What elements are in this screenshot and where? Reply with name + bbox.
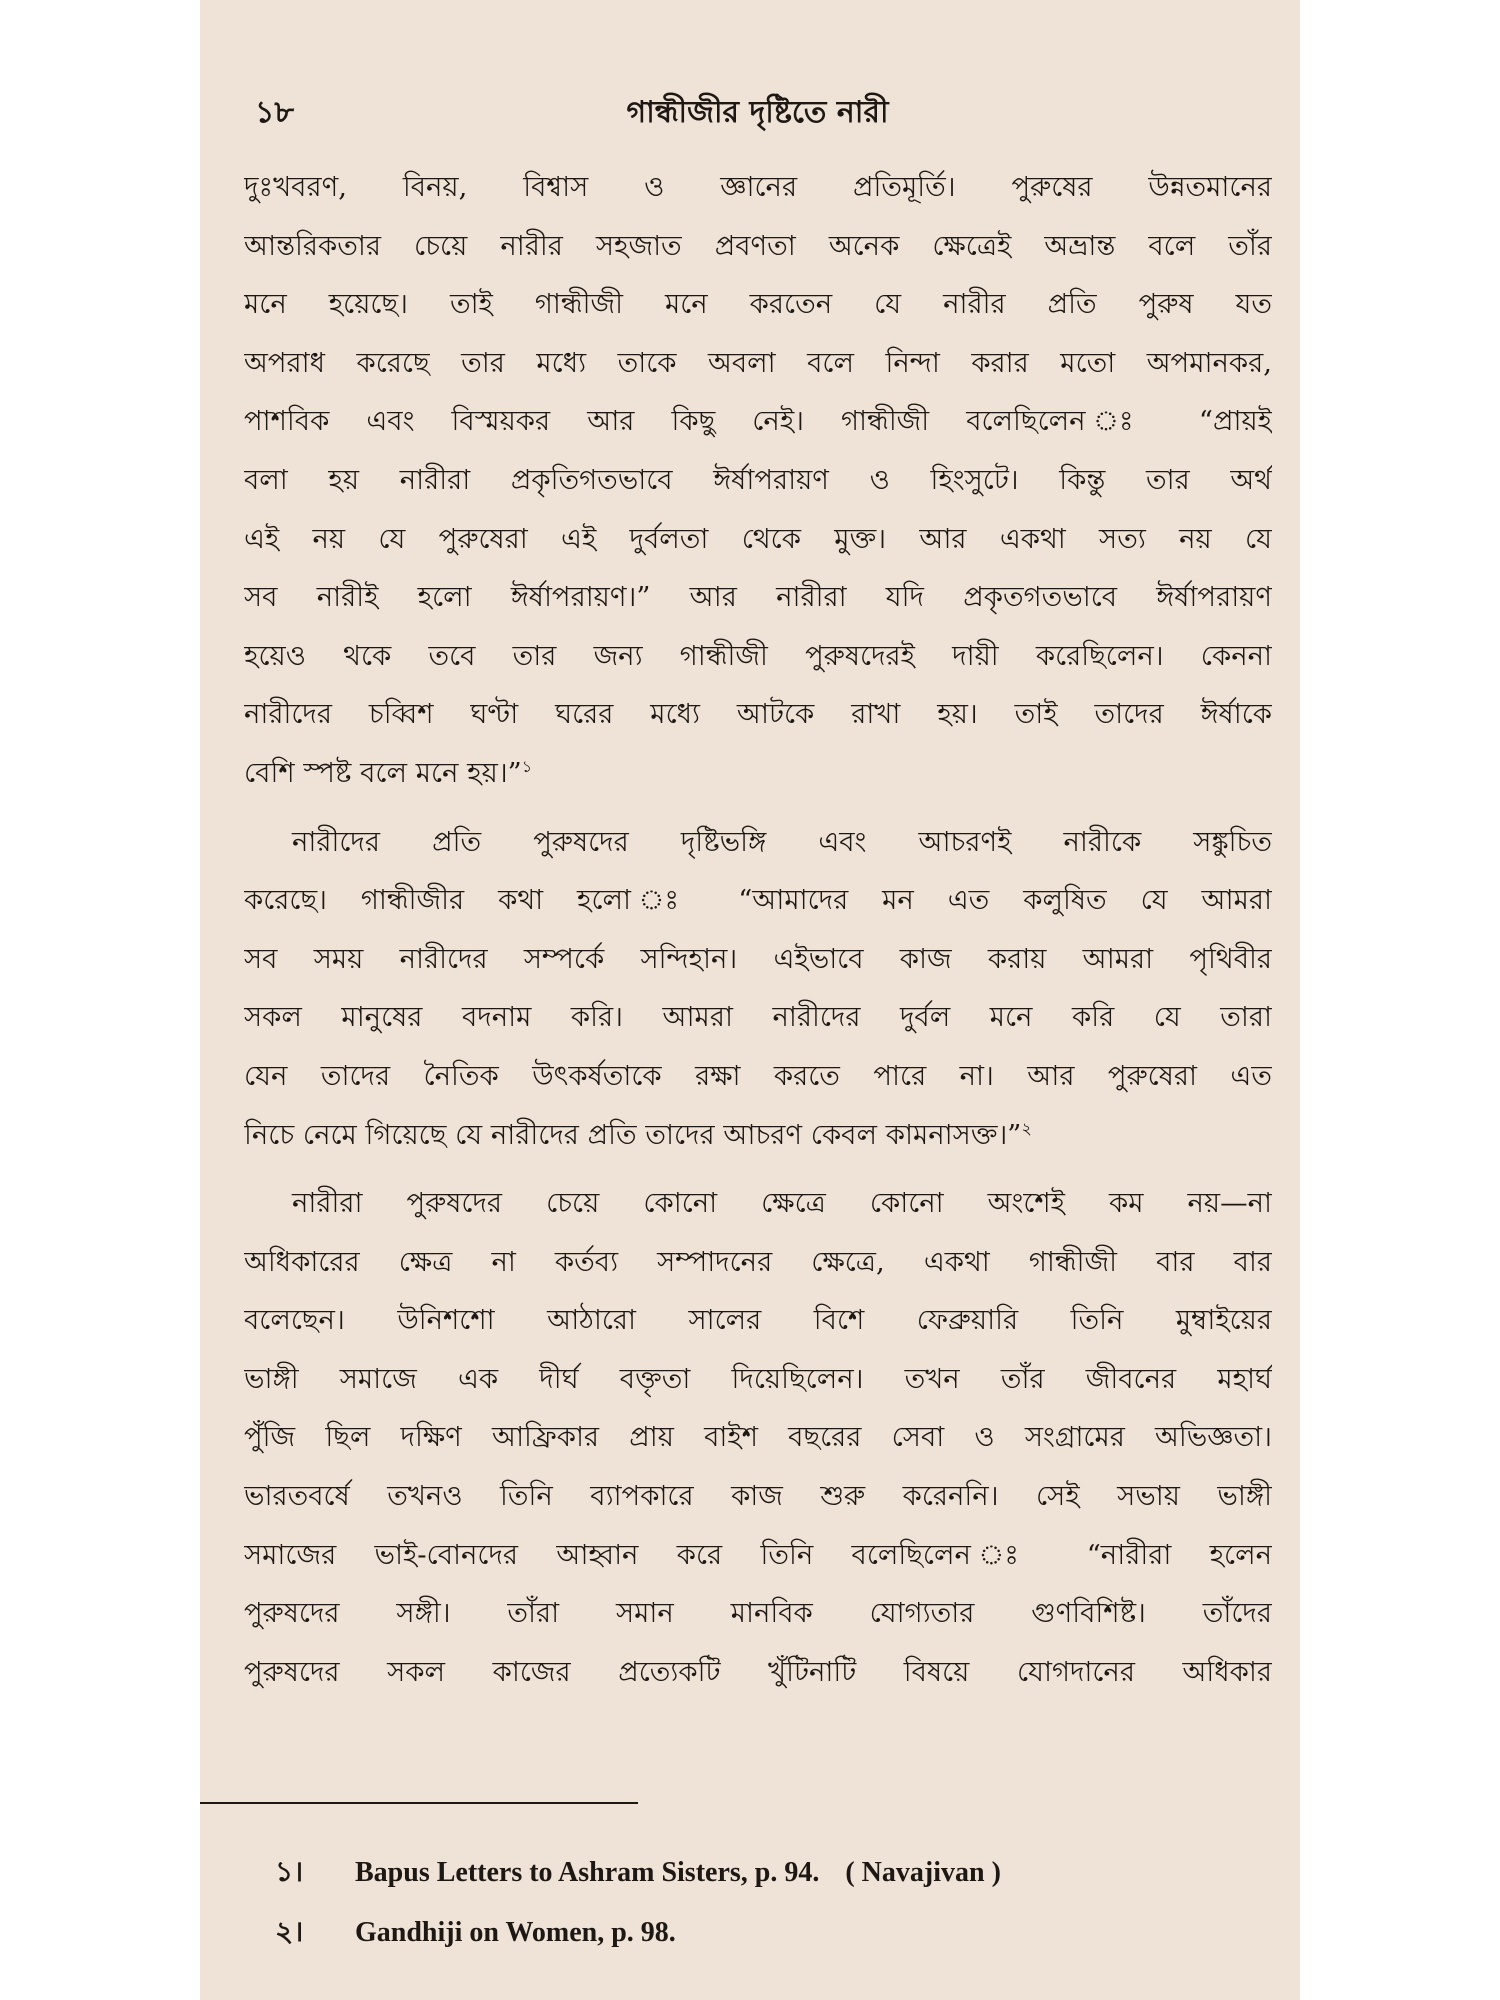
- body-text: [244, 158, 1272, 1701]
- text-line: অপরাধ করেছে তার মধ্যে তাকে অবলা বলে নিন্দা করার মতো অপমানকর,: [244, 346, 1272, 379]
- text-line: ভারতবর্ষে তখনও তিনি ব্যাপকারে কাজ শুরু করেননি। সেই সভায় ভাঙ্গী: [244, 1480, 1272, 1513]
- footnote-1: [275, 1848, 1001, 1908]
- text-line-content: নিচে নেমে গিয়েছে যে নারীদের প্রতি তাদের আচরণ কেবল কামনাসক্ত।”: [244, 1118, 1022, 1151]
- footnote-text: Gandhiji on Women, p. 98.: [355, 1917, 676, 1948]
- text-line: ভাঙ্গী সমাজে এক দীর্ঘ বক্তৃতা দিয়েছিলেন। তখন তাঁর জীবনের মহার্ঘ: [244, 1362, 1272, 1395]
- text-line: সব নারীই হলো ঈর্ষাপরায়ণ।” আর নারীরা যদি প্রকৃতগতভাবে ঈর্ষাপরায়ণ: [244, 581, 1272, 614]
- text-line: আন্তরিকতার চেয়ে নারীর সহজাত প্রবণতা অনেক ক্ষেত্রেই অভ্রান্ত বলে তাঁর: [244, 229, 1272, 262]
- footnote-number: ২।: [275, 1917, 304, 1948]
- text-line: যেন তাদের নৈতিক উৎকর্ষতাকে রক্ষা করতে পারে না। আর পুরুষেরা এত: [244, 1059, 1272, 1092]
- footnote-2: [275, 1908, 1001, 1968]
- page-header: [255, 88, 1260, 138]
- text-line: পাশবিক এবং বিস্ময়কর আর কিছু নেই। গান্ধীজী বলেছিলেন ঃ “প্রায়ই: [244, 405, 1272, 438]
- text-line: বলা হয় নারীরা প্রকৃতিগতভাবে ঈর্ষাপরায়ণ ও হিংসুটে। কিন্তু তার অর্থ: [244, 463, 1272, 496]
- text-line: নারীদের চব্বিশ ঘণ্টা ঘরের মধ্যে আটকে রাখা হয়। তাই তাদের ঈর্ষাকে: [244, 698, 1272, 731]
- footnote-ref: ২: [1021, 1118, 1032, 1138]
- text-line: মনে হয়েছে। তাই গান্ধীজী মনে করতেন যে নারীর প্রতি পুরুষ যত: [244, 288, 1272, 321]
- text-line: পুরুষদের সকল কাজের প্রত্যেকটি খুঁটিনাটি বিষয়ে যোগদানের অধিকার: [244, 1655, 1272, 1688]
- text-line: এই নয় যে পুরুষেরা এই দুর্বলতা থেকে মুক্ত। আর একথা সত্য নয় যে: [244, 522, 1272, 555]
- footnote-publisher: ( Navajivan ): [845, 1857, 1001, 1888]
- footnotes: [275, 1848, 1001, 1968]
- text-line: দুঃখবরণ, বিনয়, বিশ্বাস ও জ্ঞানের প্রতিমূর্তি। পুরুষের উন্নতমানের: [244, 171, 1272, 203]
- text-line: নারীরা পুরুষদের চেয়ে কোনো ক্ষেত্রে কোনো অংশেই কম নয়—না: [292, 1187, 1272, 1220]
- text-line: করেছে। গান্ধীজীর কথা হলো ঃ “আমাদের মন এত কলুষিত যে আমরা: [244, 884, 1272, 917]
- text-line: পুঁজি ছিল দক্ষিণ আফ্রিকার প্রায় বাইশ বছরের সেবা ও সংগ্রামের অভিজ্ঞতা।: [244, 1421, 1272, 1454]
- page-number: ১৮: [255, 95, 294, 130]
- paragraph-3: [244, 1174, 1272, 1701]
- paragraph-1: [244, 158, 1272, 803]
- footnote-ref: ১: [521, 756, 533, 776]
- text-line: নারীদের প্রতি পুরুষদের দৃষ্টিভঙ্গি এবং আচরণই নারীকে সঙ্কুচিত: [292, 825, 1272, 858]
- text-line: সব সময় নারীদের সম্পর্কে সন্দিহান। এইভাবে কাজ করায় আমরা পৃথিবীর: [244, 942, 1272, 975]
- paragraph-2: [244, 813, 1272, 1165]
- text-line: পুরুষদের সঙ্গী। তাঁরা সমান মানবিক যোগ্যতার গুণবিশিষ্ট। তাঁদের: [244, 1597, 1272, 1630]
- text-line: হয়েও থকে তবে তার জন্য গান্ধীজী পুরুষদেরই দায়ী করেছিলেন। কেননা: [244, 639, 1272, 672]
- footnote-divider: [200, 1802, 638, 1804]
- text-line: [244, 744, 1272, 803]
- book-page: [200, 0, 1300, 2000]
- text-line: [244, 1106, 1272, 1165]
- running-title: গান্ধীজীর দৃষ্টিতে নারী: [626, 95, 889, 130]
- text-line-content: বেশি স্পষ্ট বলে মনে হয়।”: [244, 756, 522, 789]
- footnote-text: Bapus Letters to Ashram Sisters, p. 94.: [355, 1857, 820, 1888]
- text-line: সমাজের ভাই-বোনদের আহ্বান করে তিনি বলেছিলেন ঃ “নারীরা হলেন: [244, 1538, 1272, 1571]
- text-line: অধিকারের ক্ষেত্র না কর্তব্য সম্পাদনের ক্ষেত্রে, একথা গান্ধীজী বার বার: [244, 1245, 1272, 1278]
- text-line: বলেছেন। উনিশশো আঠারো সালের বিশে ফেব্রুয়ারি তিনি মুম্বাইয়ের: [244, 1304, 1272, 1337]
- text-line: সকল মানুষের বদনাম করি। আমরা নারীদের দুর্বল মনে করি যে তারা: [244, 1001, 1272, 1034]
- footnote-number: ১।: [275, 1857, 304, 1888]
